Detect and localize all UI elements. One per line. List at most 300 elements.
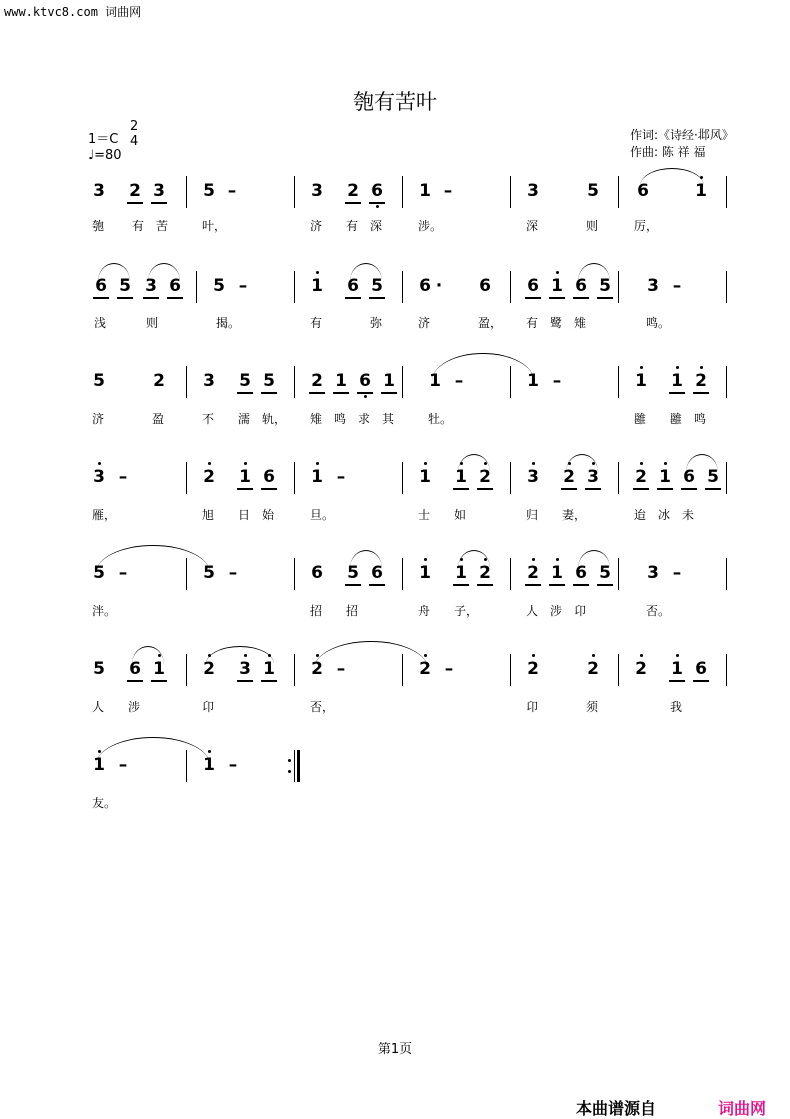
eighth-underline [549,584,565,586]
note: 1 [551,276,563,296]
time-signature-top: 2 [130,119,139,134]
barline [618,654,619,686]
barline [510,654,511,686]
note: – [118,563,128,583]
eighth-underline [369,202,385,204]
note: 1 [419,181,431,201]
lyric: 人 [526,604,539,618]
barline [294,654,295,686]
credits [630,127,734,161]
lyricist: 作词:《诗经·邶风》 [630,128,734,142]
note: 1 [419,467,431,487]
note: 1 [311,467,323,487]
high-octave-dot [556,558,559,561]
note: 5 [347,563,359,583]
song-title: 匏有苦叶 [353,90,437,114]
note: – [672,276,682,296]
note: 3 [527,467,539,487]
note: 5 [707,467,719,487]
lyric: 未 [682,508,695,522]
note: 3 [647,563,659,583]
note: – [336,659,346,679]
note: 5 [599,276,611,296]
barline [510,271,511,303]
note: 1 [93,755,105,775]
lyric: 招 [310,604,323,618]
note: 6 [419,276,431,296]
eighth-underline [477,584,493,586]
note: 1 [263,659,275,679]
note: 5 [587,181,599,201]
eighth-underline [143,297,159,299]
lyric: 厉， [634,219,659,233]
slur-arc [432,353,534,381]
lyric: 鸣。 [646,316,671,330]
note: 6 [575,563,587,583]
lyric: 求 [358,412,371,426]
lyric: 则 [146,316,159,330]
high-octave-dot [532,462,535,465]
eighth-underline [561,488,577,490]
eighth-underline [549,297,565,299]
note: 2 [347,181,359,201]
slur-arc [350,550,382,568]
lyric: 揭。 [216,316,241,330]
source-label: 本曲谱源自 [576,1099,657,1118]
barline [186,176,187,208]
eighth-underline [117,297,133,299]
note: 3 [587,467,599,487]
barline [294,366,295,398]
high-octave-dot [424,558,427,561]
high-octave-dot [556,271,559,274]
lyric: 泮。 [92,604,117,618]
eighth-underline [261,392,277,394]
eighth-underline [381,392,397,394]
lyric: 则 [586,219,599,233]
slur-arc [206,646,274,664]
lyric: 有 [132,219,145,233]
barline [618,271,619,303]
lyric: 苦 [156,219,169,233]
note: 1 [635,371,647,391]
note: 1 [695,181,707,201]
note: 2 [129,181,141,201]
lyric: 鸣 [694,412,707,426]
barline [186,462,187,494]
eighth-underline [127,680,143,682]
note: 2 [153,371,165,391]
high-octave-dot [424,462,427,465]
lyric: 归 [526,508,539,522]
high-octave-dot [676,366,679,369]
high-octave-dot [700,366,703,369]
note: 6 [263,467,275,487]
lyric: 雁， [92,508,117,522]
lyric: 弥 [370,316,383,330]
lyric: 涉 [550,604,563,618]
barline [726,271,727,303]
note: 5 [599,563,611,583]
lyric: 招 [346,604,359,618]
note: 5 [203,181,215,201]
high-octave-dot [532,558,535,561]
lyric: 鹭 [550,316,563,330]
key-signature: 1＝C [88,132,119,147]
note: – [552,371,562,391]
note: 2 [479,467,491,487]
eighth-underline [597,584,613,586]
note: – [454,371,464,391]
slur-arc [458,454,490,472]
barline [510,462,511,494]
note: 6 [347,276,359,296]
note: · [435,276,443,296]
eighth-underline [453,584,469,586]
lyric: 雉 [574,316,587,330]
slur-arc [148,263,180,281]
note: – [228,563,238,583]
high-octave-dot [424,654,427,657]
high-octave-dot [592,654,595,657]
barline [402,271,403,303]
eighth-underline [573,584,589,586]
time-signature [130,119,138,149]
eighth-underline [309,392,325,394]
note: 3 [239,659,251,679]
high-octave-dot [640,366,643,369]
note: 5 [263,371,275,391]
low-octave-dot [376,205,379,208]
note: – [118,467,128,487]
lyric: 轨， [262,412,287,426]
lyric: 子， [454,604,479,618]
note: – [227,181,237,201]
lyric: 雉 [310,412,323,426]
eighth-underline [261,488,277,490]
lyric: 济 [418,316,431,330]
note: 5 [93,563,105,583]
high-octave-dot [316,462,319,465]
lyric: 舟 [418,604,431,618]
eighth-underline [167,297,183,299]
eighth-underline [585,488,601,490]
eighth-underline [705,488,721,490]
eighth-underline [261,680,277,682]
note: 3 [203,371,215,391]
note: 1 [659,467,671,487]
lyric: 济 [310,219,323,233]
lyric: 否， [310,700,335,714]
note: 3 [153,181,165,201]
barline [294,271,295,303]
eighth-underline [333,392,349,394]
note: 5 [239,371,251,391]
lyric: 涉。 [418,219,443,233]
eighth-underline [345,202,361,204]
slur-arc [350,263,382,281]
lyric: 雝 [670,412,683,426]
high-octave-dot [532,654,535,657]
eighth-underline [669,392,685,394]
lyric: 有 [346,219,359,233]
lyric: 卬 [202,700,215,714]
lyric: 盈， [478,316,503,330]
eighth-underline [573,297,589,299]
eighth-underline [93,297,109,299]
lyric: 深 [526,219,539,233]
note: – [238,276,248,296]
eighth-underline [237,680,253,682]
note: 1 [383,371,395,391]
lyric: 冰 [658,508,671,522]
note: – [443,181,453,201]
eighth-underline [693,680,709,682]
lyric: 不 [202,412,215,426]
note: 6 [371,563,383,583]
lyric: 其 [382,412,395,426]
note: 2 [203,659,215,679]
eighth-underline [151,202,167,204]
high-octave-dot [98,462,101,465]
note: 1 [419,563,431,583]
note: 3 [647,276,659,296]
note: 5 [371,276,383,296]
eighth-underline [477,488,493,490]
note: 5 [93,371,105,391]
eighth-underline [525,297,541,299]
lyric: 卬 [574,604,587,618]
note: 2 [635,659,647,679]
barline [726,176,727,208]
lyric: 友。 [92,796,117,810]
eighth-underline [657,488,673,490]
note: 3 [527,181,539,201]
tempo-mark [88,148,122,163]
lyric: 日 [238,508,251,522]
high-octave-dot [676,654,679,657]
barline [196,271,197,303]
site-logo: 词曲网 [718,1099,767,1118]
repeat-dot [288,759,291,762]
note: 2 [695,371,707,391]
note: 2 [311,371,323,391]
note: 2 [479,563,491,583]
slur-arc [314,641,428,669]
barline [402,558,403,590]
eighth-underline [127,202,143,204]
lyric: 盈 [152,412,165,426]
eighth-underline [237,488,253,490]
eighth-underline [369,297,385,299]
note: 5 [119,276,131,296]
high-octave-dot [664,462,667,465]
note: 1 [455,467,467,487]
final-barline-thin [294,750,295,782]
high-octave-dot [244,462,247,465]
note: – [672,563,682,583]
barline [186,654,187,686]
lyric: 如 [454,508,467,522]
note: 3 [93,181,105,201]
lyric: 卬 [526,700,539,714]
note: – [444,659,454,679]
eighth-underline [669,680,685,682]
lyric: 匏 [92,219,105,233]
eighth-underline [237,392,253,394]
slur-arc [686,454,718,472]
slur-arc [96,545,210,573]
barline [510,176,511,208]
lyric: 濡 [238,412,251,426]
barline [402,462,403,494]
slur-arc [132,646,164,664]
note: 1 [671,659,683,679]
quarter-note-icon: ♩ [88,148,95,163]
note: 1 [153,659,165,679]
note: – [118,755,128,775]
low-octave-dot [364,395,367,398]
note: 3 [93,467,105,487]
tempo-value: =80 [94,148,122,163]
high-octave-dot [640,462,643,465]
note: 5 [93,659,105,679]
note: 2 [527,563,539,583]
slur-arc [458,550,490,568]
note: 3 [145,276,157,296]
barline [402,366,403,398]
note: 6 [527,276,539,296]
note: 1 [203,755,215,775]
page-number: 第1页 [377,1042,413,1057]
barline [510,558,511,590]
note: 1 [671,371,683,391]
note: 1 [455,563,467,583]
note: 6 [129,659,141,679]
lyric: 浅 [94,316,107,330]
eighth-underline [681,488,697,490]
note: – [336,467,346,487]
time-signature-bottom: 4 [130,134,139,149]
note: 6 [359,371,371,391]
note: 2 [419,659,431,679]
barline [726,558,727,590]
slur-arc [566,454,598,472]
lyric: 鸣 [334,412,347,426]
lyric: 涉 [128,700,141,714]
barline [726,366,727,398]
eighth-underline [345,584,361,586]
eighth-underline [357,392,373,394]
eighth-underline [345,297,361,299]
slur-arc [578,263,610,281]
barline [726,462,727,494]
lyric: 雝 [634,412,647,426]
note: 2 [635,467,647,487]
note: 6 [695,659,707,679]
lyric: 叶， [202,219,227,233]
slur-arc [578,550,610,568]
note: – [228,755,238,775]
lyric: 牡。 [428,412,453,426]
note: 1 [429,371,441,391]
note: 1 [527,371,539,391]
lyric: 妻， [562,508,587,522]
lyric: 迨 [634,508,647,522]
high-octave-dot [208,462,211,465]
slur-arc [640,168,704,186]
note: 5 [213,276,225,296]
barline [618,462,619,494]
site-watermark: www.ktvc8.com 词曲网 [4,5,142,19]
note: 6 [637,181,649,201]
lyric: 旦。 [310,508,335,522]
barline [294,176,295,208]
barline [294,558,295,590]
lyric: 人 [92,700,105,714]
eighth-underline [151,680,167,682]
barline [294,462,295,494]
barline [618,366,619,398]
note: 2 [311,659,323,679]
note: 1 [311,276,323,296]
lyric: 济 [92,412,105,426]
note: 6 [169,276,181,296]
note: 6 [479,276,491,296]
note: 1 [335,371,347,391]
lyric: 有 [310,316,323,330]
eighth-underline [453,488,469,490]
barline [618,558,619,590]
lyric: 否。 [646,604,671,618]
barline [402,176,403,208]
high-octave-dot [640,654,643,657]
high-octave-dot [208,750,211,753]
note: 6 [371,181,383,201]
slur-arc [96,737,210,765]
note: 2 [527,659,539,679]
note: 2 [203,467,215,487]
note: 2 [563,467,575,487]
lyric: 有 [526,316,539,330]
final-barline-thick [297,750,300,782]
high-octave-dot [316,271,319,274]
composer: 作曲: 陈 祥 福 [630,145,706,159]
note: 6 [575,276,587,296]
repeat-dot [288,770,291,773]
lyric: 旭 [202,508,215,522]
barline [618,176,619,208]
eighth-underline [633,488,649,490]
note: 3 [311,181,323,201]
barline [186,366,187,398]
eighth-underline [369,584,385,586]
lyric: 须 [586,700,599,714]
eighth-underline [525,584,541,586]
eighth-underline [693,392,709,394]
slur-arc [98,263,130,281]
eighth-underline [597,297,613,299]
note: 6 [95,276,107,296]
note: 1 [551,563,563,583]
barline [726,654,727,686]
lyric: 始 [262,508,275,522]
lyric: 我 [670,700,683,714]
note: 2 [587,659,599,679]
note: 6 [683,467,695,487]
note: 1 [239,467,251,487]
note: 5 [203,563,215,583]
